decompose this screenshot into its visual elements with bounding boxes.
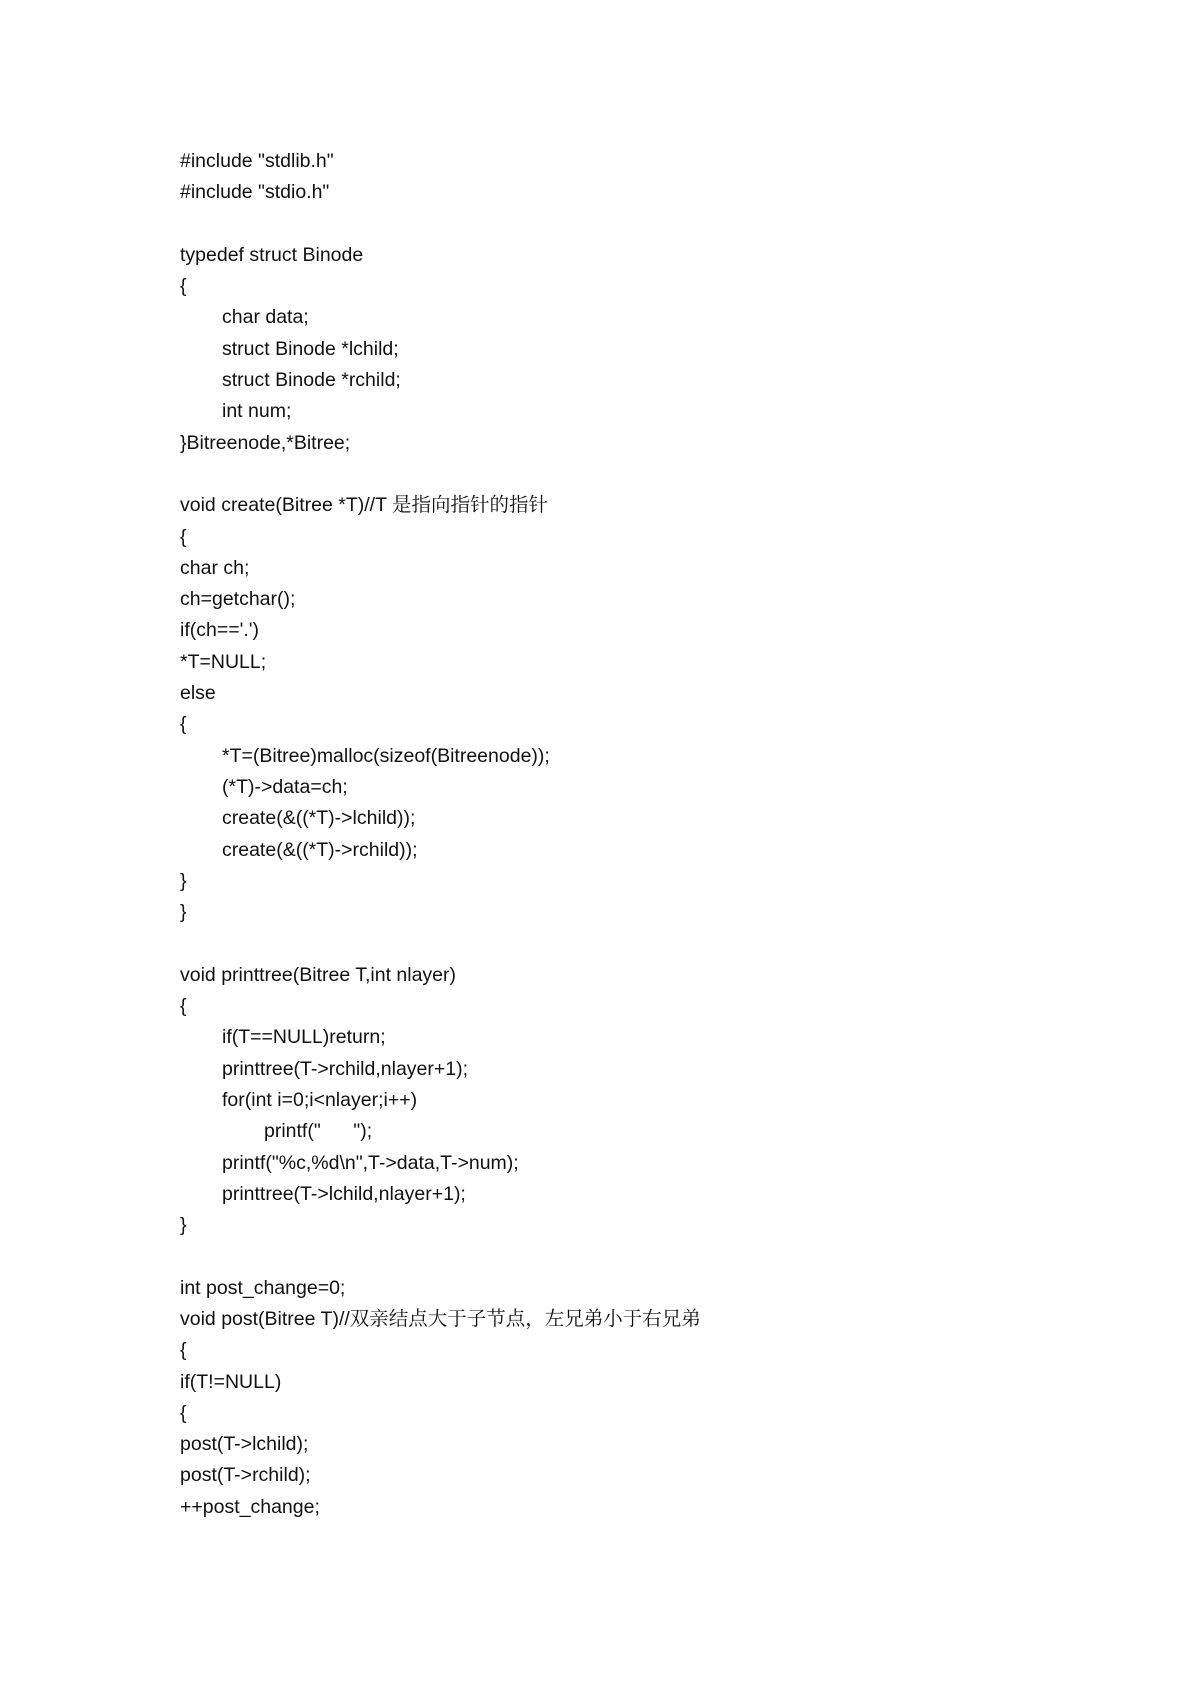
code-line: printtree(T->rchild,nlayer+1); [222,1057,469,1080]
source-code-listing [180,146,1120,1523]
code-line: typedef struct Binode [180,243,364,266]
code-line: struct Binode *lchild; [222,337,399,360]
code-line: #include "stdio.h" [180,181,330,204]
code-line: { [180,1401,187,1424]
code-line: { [180,275,187,298]
code-line: create(&((*T)->lchild)); [222,807,416,830]
code-line: printf(" "); [264,1120,373,1143]
code-line: if(T==NULL)return; [222,1026,386,1049]
code-line: (*T)->data=ch; [222,775,348,798]
code-line: char data; [222,306,309,329]
code-line: int post_change=0; [180,1276,346,1299]
code-line: for(int i=0;i<nlayer;i++) [222,1088,418,1111]
code-line: create(&((*T)->rchild)); [222,838,418,861]
blank-line [180,1241,1120,1272]
code-line: post(T->lchild); [180,1433,309,1456]
code-line: post(T->rchild); [180,1464,311,1487]
code-line: *T=(Bitree)malloc(sizeof(Bitreenode)); [222,744,550,767]
code-line: } [180,869,187,892]
blank-line [180,928,1120,959]
code-line: { [180,1339,187,1362]
code-line: if(ch=='.') [180,619,259,642]
code-line: ch=getchar(); [180,588,296,611]
code-line: { [180,713,187,736]
code-line: void printtree(Bitree T,int nlayer) [180,963,457,986]
code-line: } [180,901,187,924]
code-line: ++post_change; [180,1495,320,1518]
code-line: } [180,1214,187,1237]
code-line: void create(Bitree *T)//T 是指向指针的指针 [180,494,549,517]
blank-line [180,459,1120,490]
blank-line [180,209,1120,240]
code-line: if(T!=NULL) [180,1370,282,1393]
code-line: int num; [222,400,292,423]
code-line: #include "stdlib.h" [180,150,334,172]
code-line: printf("%c,%d\n",T->data,T->num); [222,1151,519,1174]
code-line: *T=NULL; [180,650,267,673]
code-line: }Bitreenode,*Bitree; [180,431,351,454]
code-line: void post(Bitree T)//双亲结点大于子节点，左兄弟小于右兄弟 [180,1307,701,1330]
code-line: struct Binode *rchild; [222,369,401,392]
code-line: char ch; [180,556,250,579]
code-line: { [180,525,187,548]
code-line: else [180,682,216,705]
code-line: { [180,995,187,1018]
code-line: printtree(T->lchild,nlayer+1); [222,1182,466,1205]
